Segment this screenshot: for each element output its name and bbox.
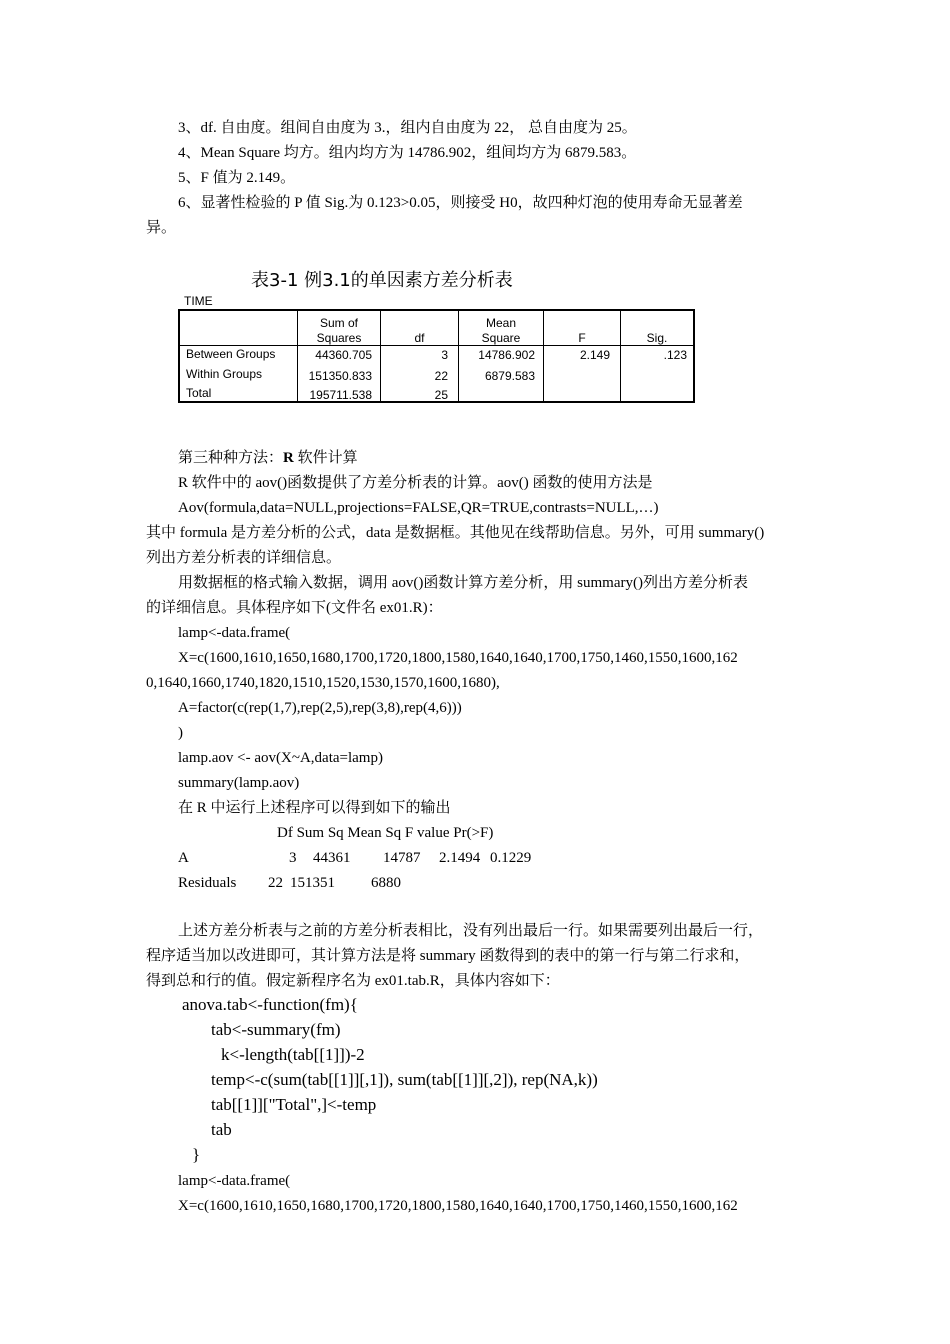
r-output-label: Residuals (178, 875, 237, 891)
row-label: Within Groups (186, 367, 263, 381)
text-line: 异。 (146, 220, 177, 236)
code-line: 0,1640,1660,1740,1820,1510,1520,1530,1570,1600,1680), (146, 675, 500, 691)
r-output-header: Df Sum Sq Mean Sq F value Pr(>F) (277, 825, 494, 841)
cell-df: 25 (434, 388, 448, 402)
text-line: 其中 formula 是方差分析的公式，data 是数据框。其他见在线帮助信息。另外，可用 summary() (146, 525, 765, 541)
code-line: X=c(1600,1610,1650,1680,1700,1720,1800,1580,1640,1640,1700,1750,1460,1550,1600,162 (178, 650, 738, 666)
section-heading: 第三种种方法：R 软件计算 (178, 450, 358, 466)
r-output-cell: 6880 (371, 875, 401, 891)
text-line: 6、显著性检验的 P 值 Sig.为 0.123>0.05，则接受 H0，故四种灯泡的使用寿命无显著差 (178, 195, 743, 211)
code-line: tab[[1]]["Total",]<-temp (211, 1095, 377, 1114)
code-line: A=factor(c(rep(1,7),rep(2,5),rep(3,8),rep(4,6))) (178, 700, 462, 716)
code-line: lamp<-data.frame( (178, 625, 291, 641)
row-label: Between Groups (186, 347, 276, 361)
code-line: k<-length(tab[[1]])-2 (221, 1045, 365, 1064)
row-label: Total (186, 386, 212, 400)
header-sig: Sig. (646, 331, 668, 345)
table-variable-label: TIME (184, 294, 213, 308)
r-output-cell: 151351 (290, 875, 335, 891)
code-line: temp<-c(sum(tab[[1]][,1]), sum(tab[[1]][,2]), rep(NA,k)) (211, 1070, 598, 1089)
r-output-label: A (178, 850, 189, 866)
text-line: 的详细信息。具体程序如下(文件名 ex01.R)： (146, 600, 443, 616)
code-line: tab<-summary(fm) (211, 1020, 341, 1039)
r-output-cell: 14787 (383, 850, 421, 866)
text-line: R 软件中的 aov()函数提供了方差分析表的计算。aov() 函数的使用方法是 (178, 475, 653, 491)
text-line: 用数据框的格式输入数据，调用 aov()函数计算方差分析，用 summary()列出方差分析表 (178, 575, 748, 591)
text-line: Aov(formula,data=NULL,projections=FALSE,QR=TRUE,contrasts=NULL,…) (178, 500, 659, 516)
cell-ss: 44360.705 (315, 348, 372, 362)
text-line: 3、df. 自由度。组间自由度为 3.，组内自由度为 22， 总自由度为 25。 (178, 120, 637, 136)
text-line: 列出方差分析表的详细信息。 (146, 550, 342, 566)
header-ss-1: Sum of (319, 316, 358, 330)
text-line: 得到总和行的值。假定新程序名为 ex01.tab.R，具体内容如下： (146, 973, 560, 989)
text-line: 5、F 值为 2.149。 (178, 170, 296, 186)
code-line: lamp<-data.frame( (178, 1173, 291, 1189)
cell-df: 3 (441, 348, 448, 362)
code-line: tab (211, 1120, 232, 1139)
cell-f: 2.149 (579, 348, 610, 362)
text-line: 在 R 中运行上述程序可以得到如下的输出 (178, 800, 451, 816)
cell-df: 22 (434, 369, 448, 383)
text-line: 4、Mean Square 均方。组内均方为 14786.902，组间均方为 6879.583。 (178, 145, 637, 161)
text-line: 程序适当加以改进即可，其计算方法是将 summary 函数得到的表中的第一行与第二行求和， (146, 948, 750, 964)
header-ms-2: Square (481, 331, 521, 345)
code-line: X=c(1600,1610,1650,1680,1700,1720,1800,1580,1640,1640,1700,1750,1460,1550,1600,162 (178, 1198, 738, 1214)
table-title: 表3-1 例3.1的单因素方差分析表 (251, 270, 513, 291)
cell-ss: 151350.833 (308, 369, 372, 383)
code-line: ) (178, 725, 183, 741)
cell-ms: 6879.583 (484, 369, 535, 383)
code-line: } (192, 1145, 201, 1164)
header-ss-2: Squares (316, 331, 362, 345)
header-f: F (578, 331, 586, 345)
r-output-cell: 22 (268, 875, 283, 891)
cell-ss: 195711.538 (309, 388, 372, 402)
code-line: anova.tab<-function(fm){ (182, 995, 358, 1014)
text-line: 上述方差分析表与之前的方差分析表相比，没有列出最后一行。如果需要列出最后一行， (178, 923, 764, 939)
header-df: df (414, 331, 425, 345)
anova-table (178, 309, 695, 403)
cell-ms: 14786.902 (478, 348, 535, 362)
cell-sig: .123 (663, 348, 687, 362)
code-line: lamp.aov <- aov(X~A,data=lamp) (178, 750, 383, 766)
code-line: summary(lamp.aov) (178, 775, 300, 791)
r-output-cell: 0.1229 (490, 850, 532, 866)
r-output-cell: 2.1494 (439, 850, 481, 866)
header-ms-1: Mean (485, 316, 517, 330)
r-output-cell: 3 (289, 850, 297, 866)
r-output-cell: 44361 (313, 850, 351, 866)
